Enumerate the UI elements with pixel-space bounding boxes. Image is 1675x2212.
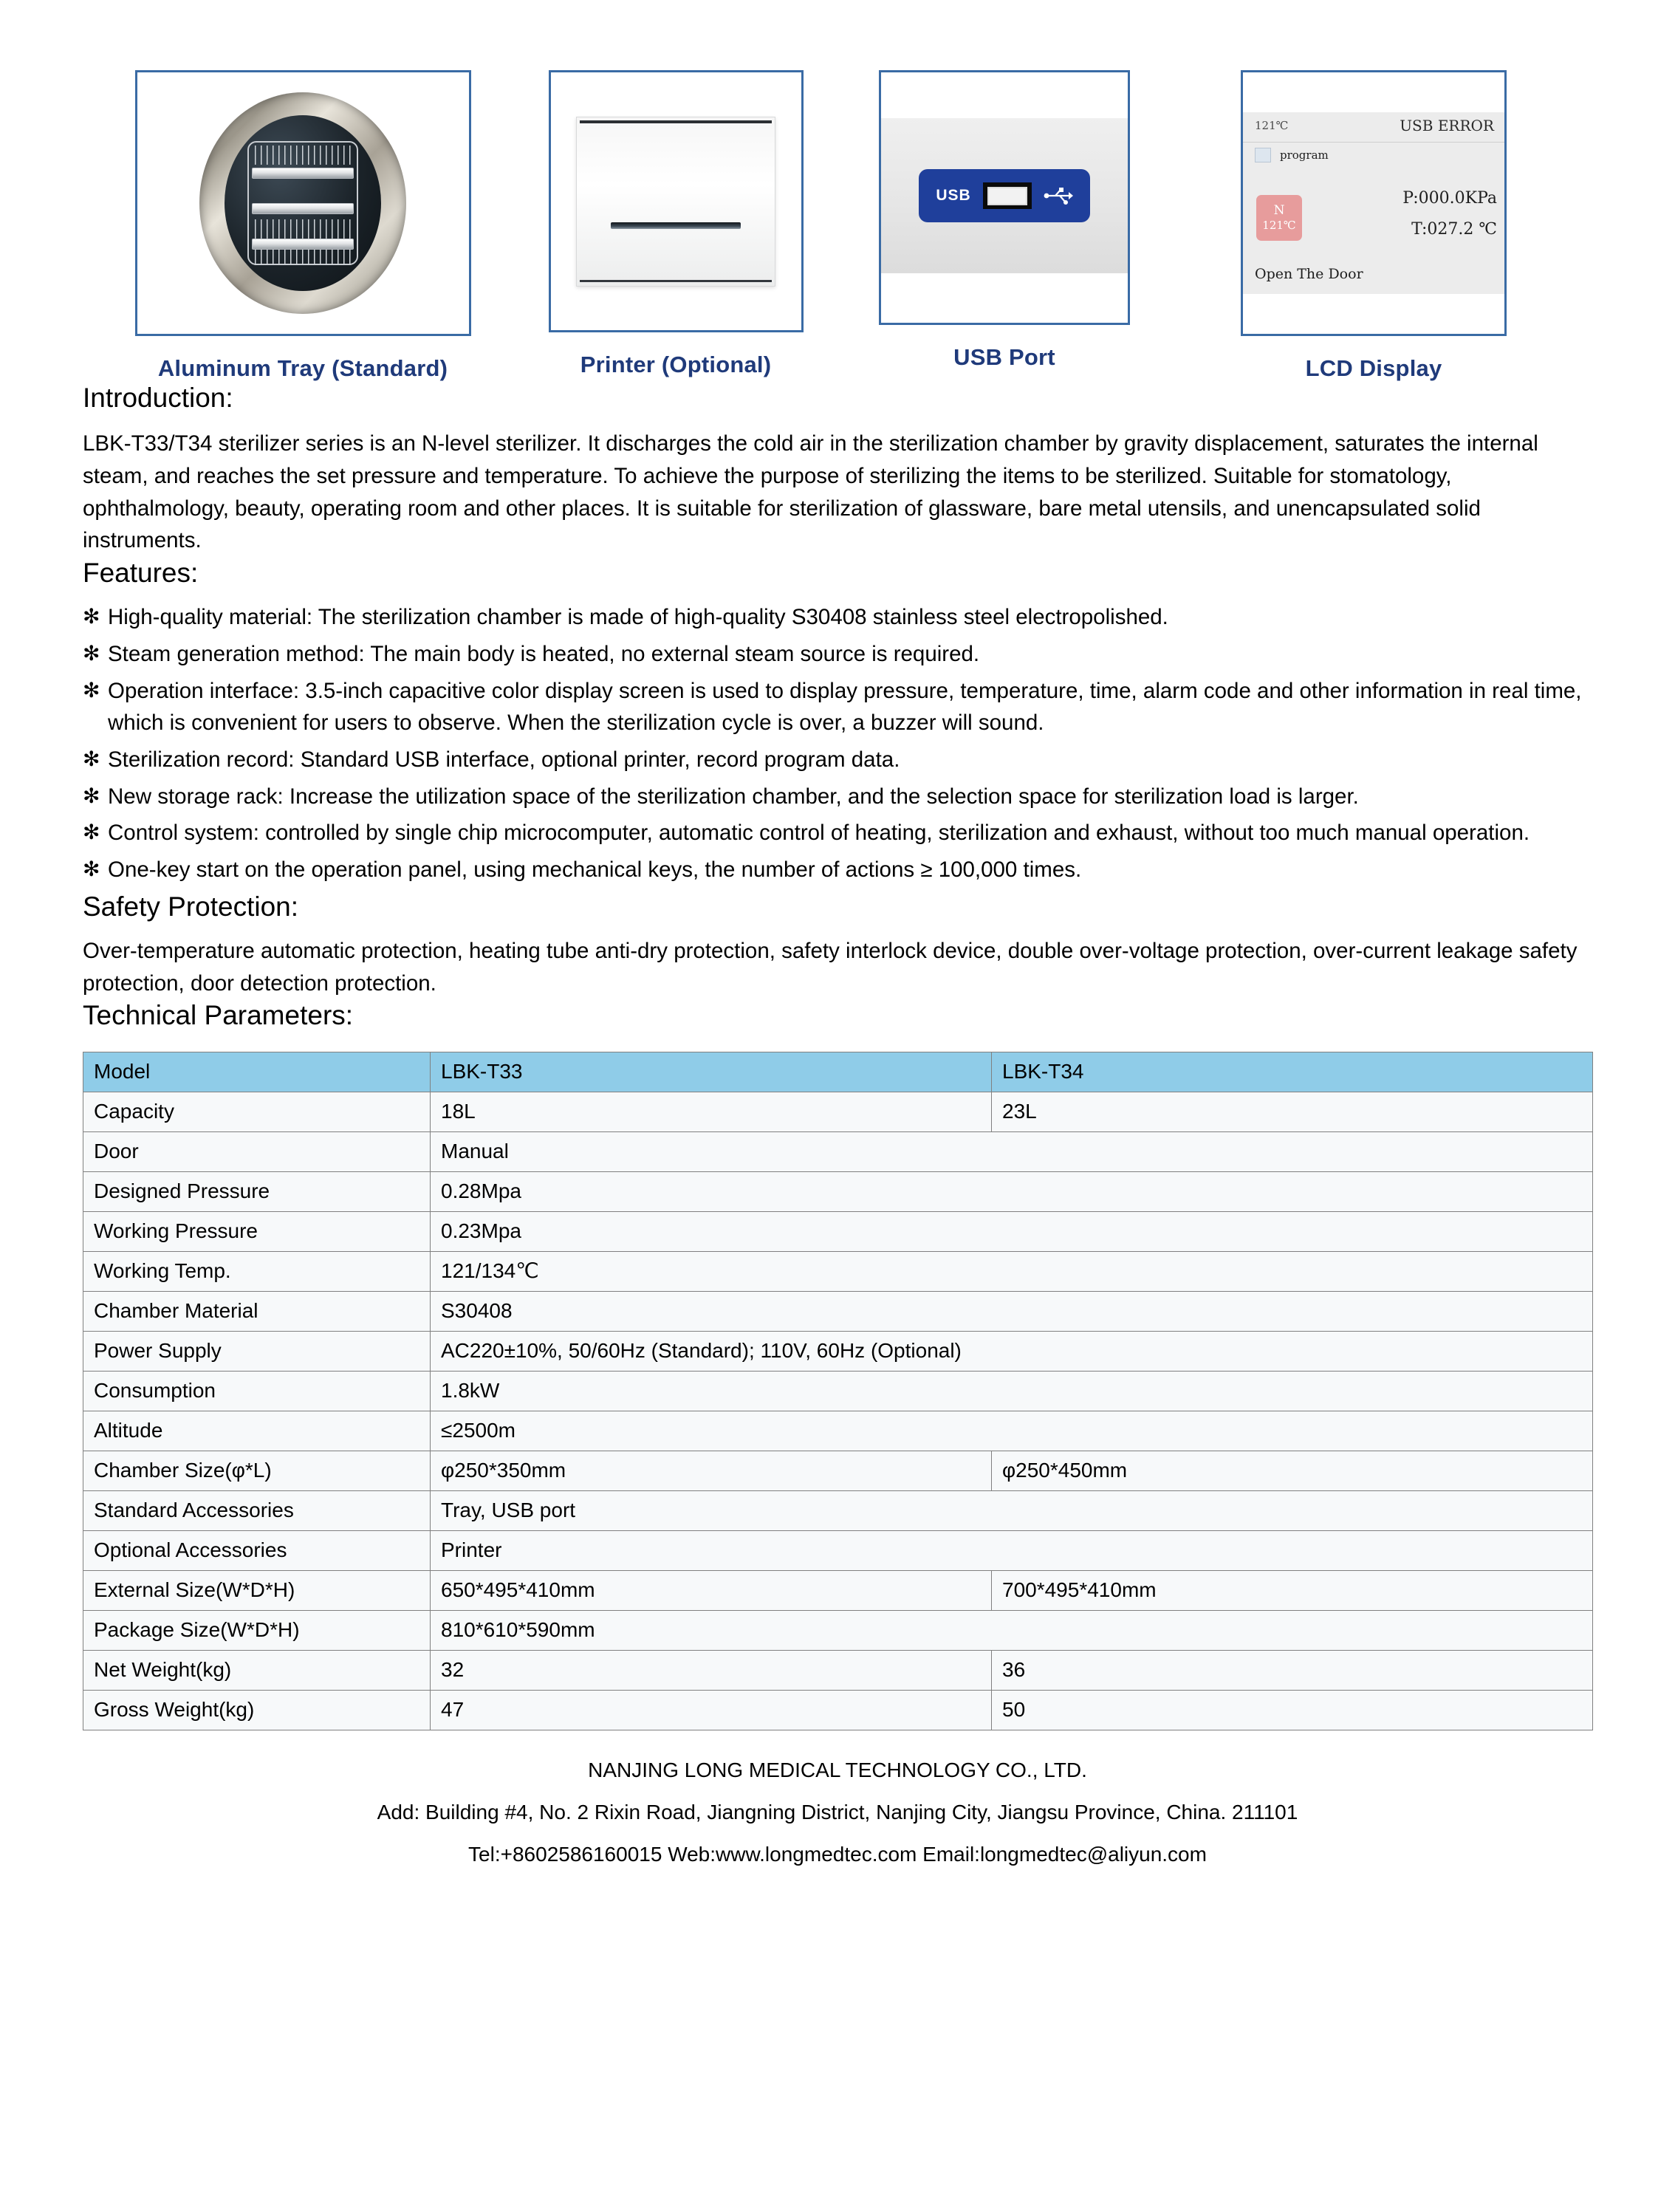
table-row bbox=[83, 1092, 1593, 1131]
feature-item bbox=[83, 744, 1592, 776]
usb-plate bbox=[919, 169, 1090, 222]
feature-text: Sterilization record: Standard USB interface, optional printer, record program data. bbox=[108, 747, 900, 773]
spec-value-t34-cell: φ250*450mm bbox=[992, 1451, 1593, 1490]
spec-value-t33-cell: 32 bbox=[431, 1650, 992, 1690]
table-row bbox=[83, 1650, 1593, 1690]
aluminum-tray-photo bbox=[135, 70, 471, 336]
features-heading: Features: bbox=[83, 558, 199, 589]
usb-label: USB bbox=[936, 187, 971, 204]
spec-label-cell: Gross Weight(kg) bbox=[83, 1690, 431, 1730]
asterisk-bullet-icon: ✻ bbox=[83, 678, 100, 702]
gallery-caption: Printer (Optional) bbox=[580, 352, 772, 377]
spec-label-cell: Working Pressure bbox=[83, 1211, 431, 1251]
spec-value-t33-cell: ≤2500m bbox=[431, 1411, 1593, 1451]
lcd-pressure-readout: P:000.0KPa bbox=[1402, 189, 1497, 208]
table-row bbox=[83, 1131, 1593, 1171]
lcd-temperature-readout: T:027.2 ℃ bbox=[1411, 220, 1497, 239]
spec-value-t33-cell: AC220±10%, 50/60Hz (Standard); 110V, 60Hz (Optional) bbox=[431, 1331, 1593, 1371]
spec-value-t34-cell: 36 bbox=[992, 1650, 1593, 1690]
lcd-cycle-badge bbox=[1256, 195, 1302, 241]
lcd-status-message: Open The Door bbox=[1255, 266, 1363, 282]
table-row bbox=[83, 1610, 1593, 1650]
table-header-row bbox=[83, 1052, 1593, 1092]
gallery-caption: LCD Display bbox=[1305, 355, 1442, 381]
lcd-error-text: USB ERROR bbox=[1400, 117, 1494, 134]
spec-value-t33-cell: 47 bbox=[431, 1690, 992, 1730]
printer-photo bbox=[549, 70, 804, 332]
asterisk-bullet-icon: ✻ bbox=[83, 821, 100, 844]
lcd-display-photo bbox=[1241, 70, 1507, 336]
gallery-item-usb-port bbox=[849, 70, 1160, 382]
table-body bbox=[83, 1092, 1593, 1730]
asterisk-bullet-icon: ✻ bbox=[83, 784, 100, 807]
usb-trident-icon bbox=[1044, 186, 1073, 205]
printer-body-icon bbox=[576, 117, 775, 287]
column-header-lbk-t34: LBK-T34 bbox=[992, 1052, 1593, 1092]
company-address: Add: Building #4, No. 2 Rixin Road, Jiangning District, Nanjing City, Jiangsu Province, China. 211101 bbox=[377, 1800, 1298, 1824]
company-footer bbox=[83, 1760, 1592, 1865]
usb-port-photo bbox=[879, 70, 1130, 325]
paper-slot-icon bbox=[611, 222, 741, 229]
chamber-ring-icon bbox=[199, 92, 406, 314]
spec-value-t33-cell: Printer bbox=[431, 1530, 1593, 1570]
spec-value-t33-cell: Manual bbox=[431, 1131, 1593, 1171]
feature-item bbox=[83, 675, 1592, 739]
company-name: NANJING LONG MEDICAL TECHNOLOGY CO., LTD. bbox=[588, 1758, 1087, 1781]
gallery-item-printer bbox=[517, 70, 835, 382]
spec-value-t33-cell: 0.23Mpa bbox=[431, 1211, 1593, 1251]
technical-parameters-table bbox=[83, 1052, 1593, 1730]
safety-text: Over-temperature automatic protection, heating tube anti-dry protection, safety interlock device, double over-voltage protection, over-current leakage safety protection, door detection protection. bbox=[83, 939, 1578, 996]
table-row bbox=[83, 1331, 1593, 1371]
lcd-badge-temp: 121℃ bbox=[1262, 219, 1296, 233]
storage-rack-icon bbox=[247, 141, 358, 265]
technical-parameters-heading: Technical Parameters: bbox=[83, 1000, 354, 1031]
usb-panel bbox=[881, 118, 1128, 273]
spec-label-cell: Package Size(W*D*H) bbox=[83, 1610, 431, 1650]
spec-value-t33-cell: Tray, USB port bbox=[431, 1490, 1593, 1530]
company-contact: Tel:+8602586160015 Web:www.longmedtec.com Email:longmedtec@aliyun.com bbox=[468, 1842, 1207, 1866]
asterisk-bullet-icon: ✻ bbox=[83, 605, 100, 629]
chamber-interior bbox=[225, 115, 381, 291]
spec-label-cell: Altitude bbox=[83, 1411, 431, 1451]
spec-value-t33-cell: φ250*350mm bbox=[431, 1451, 992, 1490]
lcd-screen bbox=[1243, 112, 1504, 294]
spec-value-t33-cell: 18L bbox=[431, 1092, 992, 1131]
table-row bbox=[83, 1530, 1593, 1570]
spec-value-t33-cell: 1.8kW bbox=[431, 1371, 1593, 1411]
feature-text: One-key start on the operation panel, using mechanical keys, the number of actions ≥ 100,000 times. bbox=[108, 857, 1082, 882]
feature-text: Control system: controlled by single chip microcomputer, automatic control of heating, sterilization and exhaust, without too much manual operation. bbox=[108, 821, 1530, 846]
feature-item bbox=[83, 854, 1592, 886]
spec-label-cell: External Size(W*D*H) bbox=[83, 1570, 431, 1610]
table-row bbox=[83, 1291, 1593, 1331]
column-header-model: Model bbox=[83, 1052, 431, 1092]
feature-item bbox=[83, 781, 1592, 813]
lcd-program-row bbox=[1255, 148, 1329, 162]
asterisk-bullet-icon: ✻ bbox=[83, 857, 100, 880]
document-content bbox=[0, 382, 1675, 1865]
spec-label-cell: Net Weight(kg) bbox=[83, 1650, 431, 1690]
feature-item bbox=[83, 601, 1592, 634]
gallery-item-lcd-display bbox=[1219, 70, 1529, 382]
feature-text: Operation interface: 3.5-inch capacitive color display screen is used to display pressure, temperature, time, alarm code and other information in real time, which is convenient for users to observe. When the sterilization cycle is over, a buzzer will sound. bbox=[108, 678, 1582, 736]
table-row bbox=[83, 1171, 1593, 1211]
gallery-caption: USB Port bbox=[953, 344, 1055, 370]
feature-item bbox=[83, 817, 1592, 849]
lcd-status-bar bbox=[1243, 112, 1504, 143]
introduction-text: LBK-T33/T34 sterilizer series is an N-level sterilizer. It discharges the cold air in the sterilization chamber by gravity displacement, saturates the internal steam, and reaches the set pressure and temperature. To achieve the purpose of sterilizing the items to be sterilized. Suitable for stomatology, ophthalmology, beauty, operating room and other places. It is suitable for sterilization of glassware, bare metal utensils, and unencapsulated solid instruments. bbox=[83, 431, 1538, 553]
lcd-badge-mode: N bbox=[1273, 203, 1285, 218]
spec-label-cell: Chamber Material bbox=[83, 1291, 431, 1331]
spec-label-cell: Designed Pressure bbox=[83, 1171, 431, 1211]
gallery-item-aluminum-tray bbox=[74, 70, 532, 382]
table-row bbox=[83, 1690, 1593, 1730]
spec-value-t33-cell: 121/134℃ bbox=[431, 1251, 1593, 1291]
spec-label-cell: Optional Accessories bbox=[83, 1530, 431, 1570]
column-header-lbk-t33: LBK-T33 bbox=[431, 1052, 992, 1092]
spec-value-t33-cell: 810*610*590mm bbox=[431, 1610, 1593, 1650]
asterisk-bullet-icon: ✻ bbox=[83, 747, 100, 771]
spec-label-cell: Chamber Size(φ*L) bbox=[83, 1451, 431, 1490]
safety-heading: Safety Protection: bbox=[83, 891, 299, 922]
product-gallery bbox=[0, 70, 1675, 382]
tray-shelf bbox=[252, 239, 354, 250]
spec-value-t33-cell: S30408 bbox=[431, 1291, 1593, 1331]
spec-value-t34-cell: 23L bbox=[992, 1092, 1593, 1131]
spec-label-cell: Standard Accessories bbox=[83, 1490, 431, 1530]
spec-label-cell: Capacity bbox=[83, 1092, 431, 1131]
tray-shelf bbox=[252, 203, 354, 214]
program-checkbox-icon bbox=[1255, 148, 1271, 162]
lcd-program-label: program bbox=[1280, 148, 1329, 162]
usb-socket-icon bbox=[983, 182, 1032, 209]
lcd-set-temp: 121℃ bbox=[1255, 119, 1289, 132]
feature-item bbox=[83, 638, 1592, 671]
asterisk-bullet-icon: ✻ bbox=[83, 642, 100, 665]
rack-comb-top bbox=[255, 145, 351, 165]
feature-text: High-quality material: The sterilization chamber is made of high-quality S30408 stainless steel electropolished. bbox=[108, 605, 1168, 630]
features-list bbox=[83, 601, 1592, 886]
spec-label-cell: Working Temp. bbox=[83, 1251, 431, 1291]
feature-text: New storage rack: Increase the utilization space of the sterilization chamber, and the selection space for sterilization load is larger. bbox=[108, 784, 1359, 809]
feature-text: Steam generation method: The main body is heated, no external steam source is required. bbox=[108, 642, 980, 667]
spec-label-cell: Door bbox=[83, 1131, 431, 1171]
tray-shelf bbox=[252, 168, 354, 179]
spec-label-cell: Power Supply bbox=[83, 1331, 431, 1371]
table-row bbox=[83, 1411, 1593, 1451]
table-row bbox=[83, 1451, 1593, 1490]
table-row bbox=[83, 1490, 1593, 1530]
gallery-caption: Aluminum Tray (Standard) bbox=[157, 355, 448, 381]
usb-socket-inner bbox=[987, 187, 1027, 205]
spec-value-t34-cell: 700*495*410mm bbox=[992, 1570, 1593, 1610]
table-row bbox=[83, 1570, 1593, 1610]
spec-label-cell: Consumption bbox=[83, 1371, 431, 1411]
table-row bbox=[83, 1371, 1593, 1411]
introduction-heading: Introduction: bbox=[83, 383, 233, 413]
spec-value-t33-cell: 0.28Mpa bbox=[431, 1171, 1593, 1211]
rack-comb-mid bbox=[255, 219, 351, 239]
spec-value-t34-cell: 50 bbox=[992, 1690, 1593, 1730]
spec-value-t33-cell: 650*495*410mm bbox=[431, 1570, 992, 1610]
table-row bbox=[83, 1211, 1593, 1251]
table-row bbox=[83, 1251, 1593, 1291]
